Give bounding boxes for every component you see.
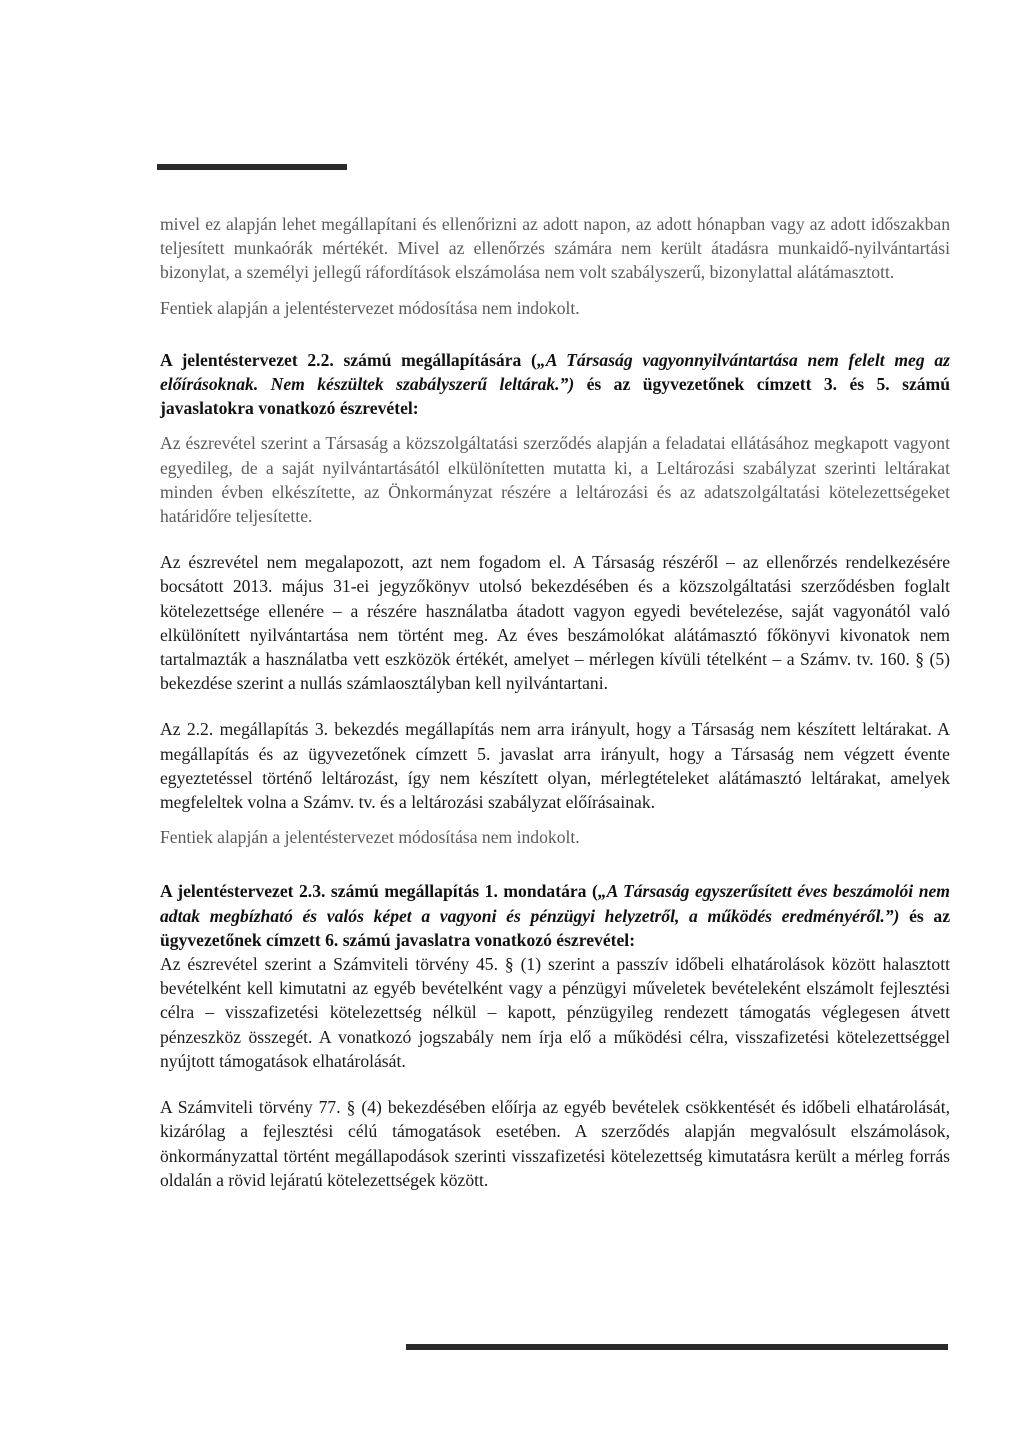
observation-paragraph: Az észrevétel szerint a Társaság a közszolgáltatási szerződés alapján a feladatai ellátásához megkapott vagyont egyedileg, de a saját nyilvántartásától elkülönítetten mutatta ki, a Leltározási szabályzat szerinti leltárakat minden évben elkészítette, az Önkormányzat részére a leltározási és az adatszolgáltatási kötelezettségeket határidőre teljesítette. [160,433,950,527]
heading-text: A jelentéstervezet 2.2. számú megállapítására ( [160,349,537,370]
paragraph-continuation: mivel ez alapján lehet megállapítani és ellenőrizni az adott napon, az adott hónapban vagy az adott időszakban teljesített munkaórák mértékét. Mivel az ellenőrzés számára nem került átadásra munkaidő-nyilvántartási bizonylat, a személyi jellegű ráfordítások elszámolása nem volt szabályszerű, bizonylattal alátámasztott. [160,214,950,283]
conclusion-paragraph-1: Fentiek alapján a jelentéstervezet módosítása nem indokolt. [160,297,580,318]
clarification-paragraph: Az 2.2. megállapítás 3. bekezdés megállapítás nem arra irányult, hogy a Társaság nem készített leltárakat. A megállapítás és az ügyvezetőnek címzett 5. javaslat arra irányult, hogy a Társaság nem végzett évente egyeztetéssel történő leltározást, így nem készített olyan, mérlegtételeket alátámasztó leltárakat, amelyek megfeleltek volna a Számv. tv. és a leltározási szabályzat előírásainak. [160,719,950,813]
section-heading-2-2 [160,348,950,421]
heading-quote: „A Társaság vagyonnyilvántartása nem felelt meg az előírásoknak. Nem készültek szabályszerű leltárak.”) [160,349,950,395]
law-reference-paragraph: A Számviteli törvény 77. § (4) bekezdésében előírja az egyéb bevételek csökkentését és időbeli elhatárolását, kizárólag a fejlesztési célú támogatások esetében. A szerződés alapján megvalósult elszámolások, önkormányzattal történt megállapodások szerinti visszafizetési kötelezettség kimutatásra került a mérleg forrás oldalán a rövid lejáratú kötelezettségek között. [160,1097,950,1190]
bottom-rule [406,1344,948,1350]
section-heading-2-3 [160,879,950,952]
conclusion-paragraph-2: Fentiek alapján a jelentéstervezet módosítása nem indokolt. [160,827,580,848]
response-paragraph: Az észrevétel nem megalapozott, azt nem fogadom el. A Társaság részéről – az ellenőrzés rendelkezésére bocsátott 2013. május 31-ei jegyzőkönyv utolsó bekezdésében és a közszolgáltatási szerződésben foglalt kötelezettsége ellenére – a részére használatba átadott vagyon egyedi bevételezése, saját vagyonától való elkülönített nyilvántartása nem történt meg. Az éves beszámolókat alátámasztó főkönyvi kivonatok nem tartalmazták a használatba vett eszközök értékét, amelyet – mérlegen kívüli tételként – a Számv. tv. 160. § (5) bekezdése szerint a nullás számlaosztályban kell nyilvántartani. [160,552,950,694]
heading-text: A jelentéstervezet 2.3. számú megállapítás 1. mondatára ( [160,881,598,902]
heading-quote: „A Társaság egyszerűsített éves beszámolói nem adtak megbízható és valós képet a vagyoni és pénzügyi helyzetről, a működés eredményéről.”) [160,881,950,926]
heading-text: és az ügyvezetőnek címzett 3. és 5. számú javaslatokra vonatkozó észrevétel: [160,374,950,419]
observation-paragraph-2: Az észrevétel szerint a Számviteli törvény 45. § (1) szerint a passzív időbeli elhatárolások között halasztott bevételként kell kimutatni az egyéb bevételként vagy a pénzügyi műveletek bevételeként elszámolt fejlesztési célra – visszafizetési kötelezettség nélkül – kapott, pénzügyileg rendezett támogatás véglegesen átvett pénzeszköz összegét. A vonatkozó jogszabály nem írja elő a működési célra, visszafizetési kötelezettséggel nyújtott támogatások elhatárolását. [160,954,950,1071]
top-rule [157,164,347,170]
document-body [160,212,950,1192]
heading-text: és az ügyvezetőnek címzett 6. számú javaslatra vonatkozó észrevétel: [160,905,950,950]
